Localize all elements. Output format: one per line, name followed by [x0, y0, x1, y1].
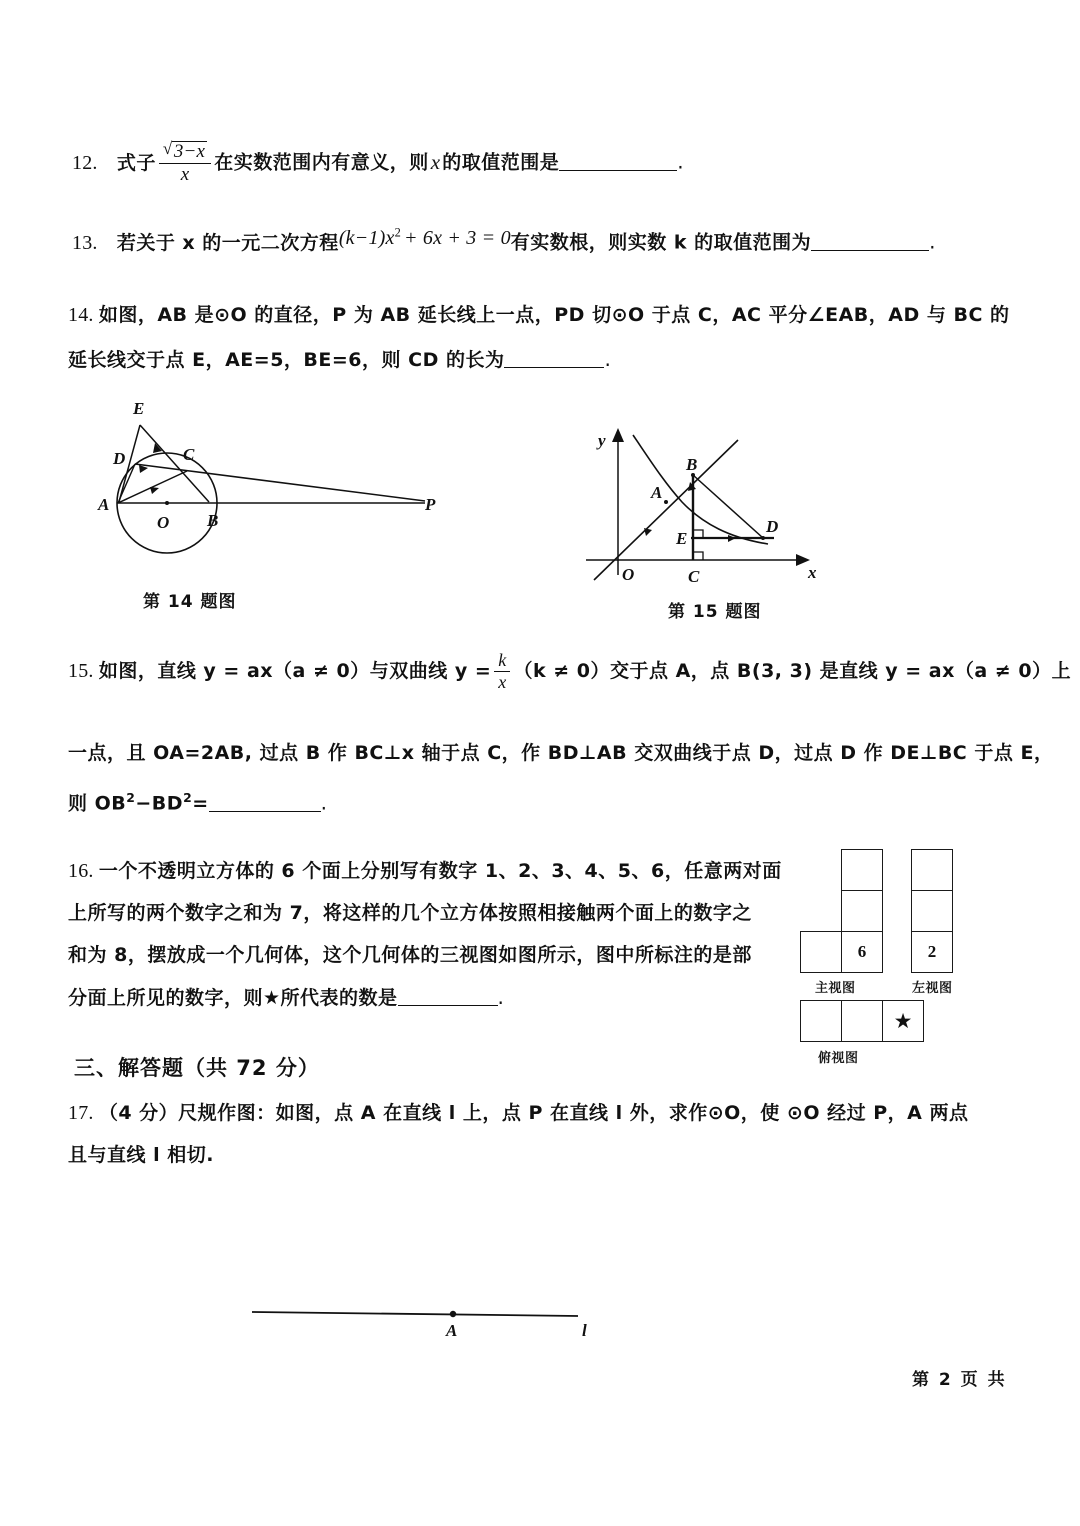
side-view-cell-middle [911, 890, 953, 932]
question-17-number: 17. [68, 1102, 94, 1124]
label-l: l [582, 1321, 587, 1340]
front-view-value: 6 [857, 942, 867, 961]
point-D [761, 536, 765, 540]
question-13-text-after: 有实数根，则实数 k 的取值范围为 [510, 231, 812, 254]
fraction-denominator: x [180, 163, 190, 185]
label-E: E [676, 529, 688, 548]
star-icon: ★ [893, 1009, 913, 1033]
fraction-denominator: x [498, 671, 507, 692]
question-15-sup-1: 2 [126, 790, 136, 805]
question-16-number: 16. [68, 860, 94, 882]
question-12 [72, 142, 684, 186]
label-C: C [183, 445, 195, 464]
tick-mark-line [644, 528, 652, 536]
question-12-middle: 在实数范围内有意义，则 [214, 151, 429, 174]
section-heading: 三、解答题（共 72 分） [74, 1056, 320, 1080]
line-y-equals-ax [594, 440, 738, 580]
question-14-end: . [604, 347, 612, 371]
point-A-dot [450, 1311, 456, 1317]
figure-14-svg [95, 398, 455, 583]
line-AC [118, 471, 187, 503]
y-axis-arrow [612, 428, 624, 442]
question-13 [72, 222, 936, 258]
question-17-score: （4 分） [98, 1102, 179, 1124]
question-14-number: 14. [68, 304, 94, 326]
question-15-number: 15. [68, 659, 94, 682]
right-angle-C [693, 552, 703, 560]
question-16-line-2 [68, 898, 752, 928]
question-14-line-1 [68, 300, 1010, 330]
figure-14-caption: 第 14 题图 [143, 592, 237, 612]
front-view-cell-bottom-left [800, 931, 842, 973]
fraction-numerator: k [494, 651, 510, 672]
question-16-line-1 [68, 856, 782, 886]
question-12-fraction [159, 141, 211, 185]
label-y: y [598, 431, 606, 450]
front-view-cell-middle [841, 890, 883, 932]
right-angle-E [693, 530, 703, 538]
question-12-prefix: 式子 [116, 151, 156, 174]
label-D: D [113, 449, 126, 468]
question-15-line-2 [68, 738, 1053, 768]
question-15-sup-2: 2 [183, 790, 193, 805]
question-17-text-line1: 尺规作图：如图，点 A 在直线 l 上，点 P 在直线 l 外，求作⊙O，使 ⊙O 经过 P，A 两点 [178, 1102, 969, 1124]
line-DP-tangent [135, 464, 425, 501]
side-view-cell-top [911, 849, 953, 891]
question-14-text-line1: 如图，AB 是⊙O 的直径，P 为 AB 延长线上一点，PD 切⊙O 于点 C，AC 平分∠EAB，AD 与 BC 的 [98, 304, 1010, 326]
label-B: B [207, 511, 219, 530]
question-16-text-line1: 一个不透明立方体的 6 个面上分别写有数字 1、2、3、4、5、6，任意两对面 [98, 860, 782, 882]
segment-BD [693, 475, 763, 538]
front-view-cell-top [841, 849, 883, 891]
question-15-text-c: 则 OB [68, 792, 127, 815]
question-17-text-line2: 且与直线 l 相切. [68, 1144, 214, 1166]
label-A: A [446, 1321, 458, 1340]
label-O: O [157, 513, 170, 532]
side-view-value: 2 [927, 942, 937, 961]
question-15-text-e: = [192, 792, 209, 815]
figure-15-svg [578, 420, 843, 600]
question-16-line-4 [68, 982, 504, 1013]
figure-17 [248, 1296, 598, 1346]
page-footer: 第 2 页 共 [912, 1370, 1007, 1390]
question-15-text-line2: 一点，且 OA=2AB, 过点 B 作 BC⊥x 轴于点 C，作 BD⊥AB 交双曲线于点 D，过点 D 作 DE⊥BC 于点 E， [68, 742, 1054, 764]
question-16-text-line4: 分面上所见的数字，则★所代表的数是 [68, 987, 398, 1009]
question-13-end: . [929, 229, 936, 254]
front-view-label: 主视图 [815, 981, 856, 996]
question-13-answer-blank[interactable] [811, 230, 929, 251]
label-A: A [651, 483, 663, 502]
question-13-text-before: 若关于 x 的一元二次方程 [116, 231, 339, 254]
question-13-number: 13. [72, 231, 98, 254]
question-12-number: 12. [72, 151, 98, 174]
question-17-line-1 [68, 1098, 968, 1128]
question-12-end: . [677, 149, 684, 174]
label-D: D [766, 517, 779, 536]
question-16-text-line3: 和为 8，摆放成一个几何体，这个几何体的三视图如图所示，图中所标注的是部 [68, 944, 752, 966]
question-12-answer-blank[interactable] [559, 150, 677, 171]
label-P: P [425, 495, 436, 514]
point-A [664, 500, 668, 504]
question-15-line-3 [68, 783, 327, 819]
question-16-text-line2: 上所写的两个数字之和为 7，将这样的几个立方体按照相接触两个面上的数字之 [68, 902, 752, 924]
label-O: O [622, 565, 635, 584]
tick-mark-AC [150, 487, 159, 494]
question-15-end: . [320, 790, 328, 815]
side-view-label: 左视图 [912, 981, 953, 996]
label-B: B [686, 455, 698, 474]
question-15-text-b: （k ≠ 0）交于点 A，点 B(3, 3) 是直线 y = ax（a ≠ 0）上 [513, 659, 1072, 682]
figure-14 [95, 398, 455, 583]
line-l [252, 1312, 578, 1316]
question-17-line-2 [68, 1140, 214, 1170]
top-view-cell-left [800, 1000, 842, 1042]
question-15-fraction [494, 651, 510, 692]
question-14-text-line2: 延长线交于点 E，AE=5，BE=6，则 CD 的长为 [68, 349, 505, 371]
question-14-answer-blank[interactable] [504, 347, 604, 368]
fraction-numerator [159, 141, 211, 164]
question-14-line-2 [68, 344, 611, 375]
top-view-label: 俯视图 [818, 1051, 859, 1066]
figure-17-svg [248, 1296, 598, 1346]
label-E: E [133, 399, 145, 418]
top-view-cell-middle [841, 1000, 883, 1042]
question-16-line-3 [68, 940, 752, 970]
question-15-text-a: 如图，直线 y = ax（a ≠ 0）与双曲线 y = [98, 659, 492, 682]
question-15-answer-blank[interactable] [209, 791, 321, 812]
label-A: A [98, 495, 110, 514]
question-15-text-d: −BD [135, 792, 184, 815]
question-16-answer-blank[interactable] [398, 985, 498, 1006]
figure-15 [578, 420, 843, 600]
question-12-var: x [430, 149, 441, 174]
question-16-end: . [497, 985, 505, 1009]
figure-15-caption: 第 15 题图 [668, 602, 762, 622]
label-x: x [808, 563, 817, 582]
question-13-equation: $(k-1)x^2 + 6x + 3 = 0$ [338, 225, 511, 249]
question-12-suffix: 的取值范围是 [442, 151, 560, 174]
question-15-line-1 [68, 652, 1071, 693]
label-C: C [688, 567, 700, 586]
sqrt-icon: √ 3−x [163, 141, 207, 162]
